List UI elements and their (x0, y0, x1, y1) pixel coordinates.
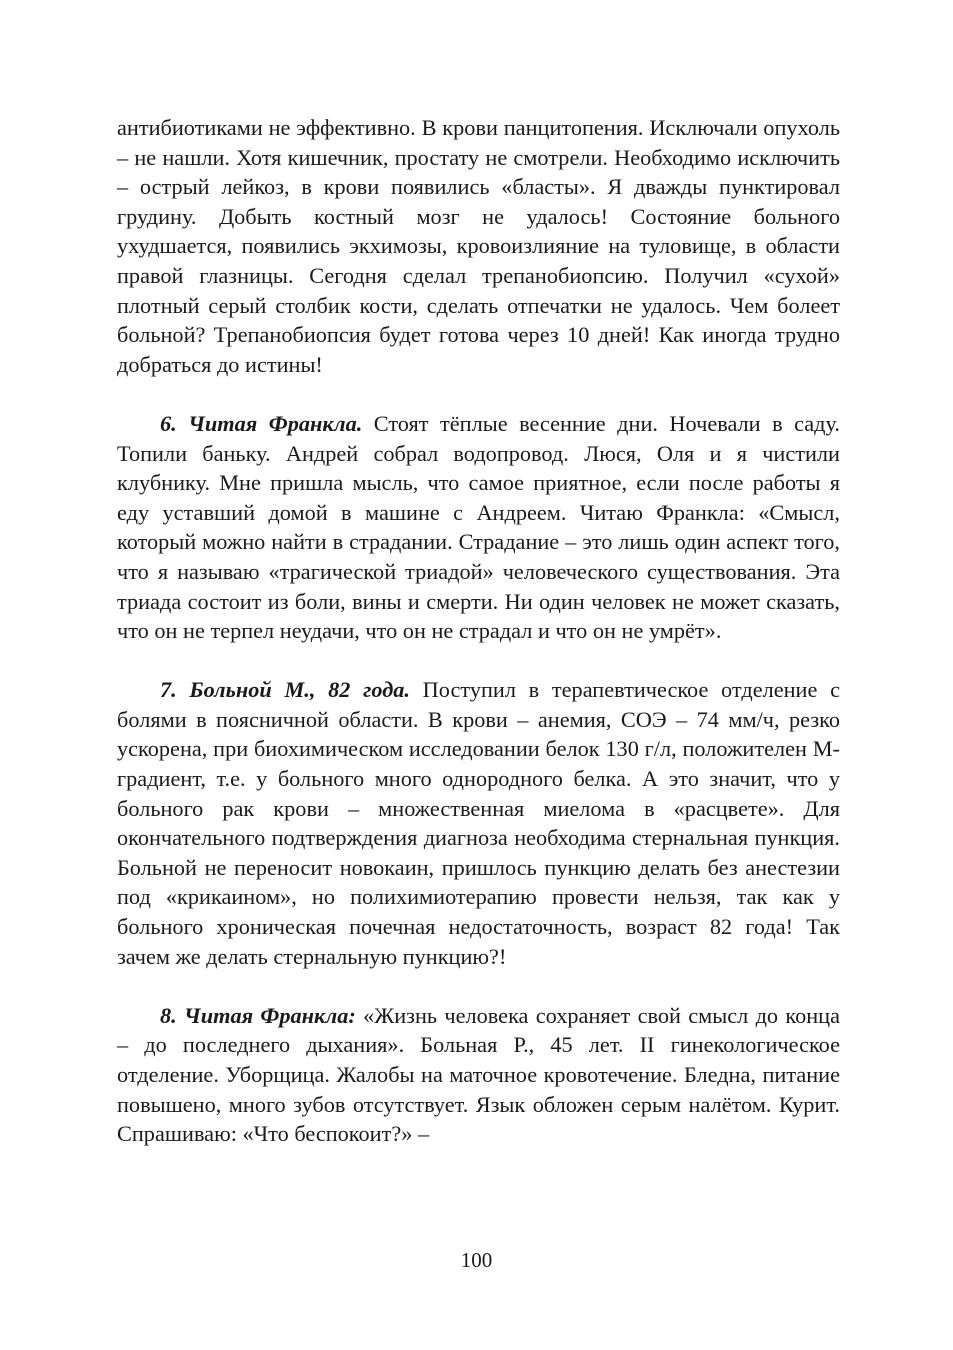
paragraph-heading: 6. Читая Франкла. (160, 410, 363, 436)
paragraph-heading: 8. Читая Франкла: (160, 1002, 356, 1028)
paragraph-text: антибиотиками не эффективно. В крови панцитопения. Исключали опухоль – не нашли. Хотя кишечник, простату не смотрели. Необходимо исключить – острый лейкоз, в крови появились «бласты». Я дважды пунктировал грудину. Добыть костный мозг не удалось! Состояние больного ухудшается, появились экхимозы, кровоизлияние на туловище, в области правой глазницы. Сегодня сделал трепанобиопсию. Получил «сухой» плотный серый столбик кости, сделать отпечатки не удалось. Чем болеет больной? Трепанобиопсия будет готова через 10 дней! Как иногда трудно добраться до истины! (117, 115, 840, 377)
paragraph-continuation (117, 113, 840, 379)
paragraph-text: Стоят тёплые весенние дни. Ночевали в саду. Топили баньку. Андрей собрал водопровод. Люся, Оля и я чистили клубнику. Мне пришла мысль, что самое приятное, если после работы я еду уставший домой в машине с Андреем. Читаю Франкла: «Смысл, который можно найти в страдании. Страдание – это лишь один аспект того, что я называю «трагической триадой» человеческого существования. Эта триада состоит из боли, вины и смерти. Ни один человек не может сказать, что он не терпел неудачи, что он не страдал и что он не умрёт». (117, 410, 840, 644)
paragraph-text: Поступил в терапевтическое отделение с болями в поясничной области. В крови – анемия, СОЭ – 74 мм/ч, резко ускорена, при биохимическом исследовании белок 130 г/л, положителен М-градиент, т.е. у больного много однородного белка. А это значит, что у больного рак крови – множественная миелома в «расцвете». Для окончательного подтверждения диагноза необходима стернальная пункция. Больной не переносит новокаин, пришлось пункцию делать без анестезии под «крикаином», но полихимиотерапию провести нельзя, так как у больного хроническая почечная недостаточность, возраст 82 года! Так зачем же делать стернальную пункцию?! (117, 677, 840, 969)
page-text (117, 113, 840, 1149)
paragraph-reading-frankl-6 (117, 409, 840, 646)
paragraph-patient-m (117, 675, 840, 971)
page-number: 100 (460, 1248, 493, 1272)
paragraph-text: «Жизнь человека сохраняет свой смысл до конца – до последнего дыхания». Больная Р., 45 лет. II гинекологическое отделение. Уборщица. Жалобы на маточное кровотечение. Бледна, питание повышено, много зубов отсутствует. Язык обложен серым налётом. Курит. Спрашиваю: «Что беспокоит?» – (117, 1002, 840, 1147)
paragraph-reading-frankl-8 (117, 1001, 840, 1149)
paragraph-heading: 7. Больной М., 82 года. (160, 677, 410, 703)
